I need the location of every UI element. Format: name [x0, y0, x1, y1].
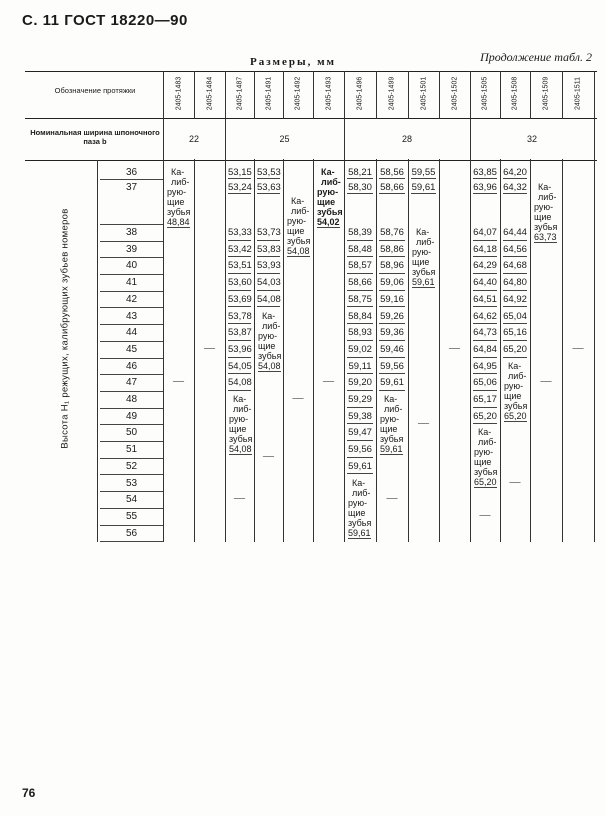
cell-value: 59,61 — [347, 460, 373, 475]
cell-value: 59,46 — [379, 343, 405, 358]
cell-value: 53,93 — [257, 259, 280, 274]
sizes-caption: Размеры, мм — [250, 56, 337, 68]
column-code: 2405-1496 — [356, 76, 364, 111]
calib-label-line: Ка- — [384, 394, 398, 404]
cell-value: 59,61 — [379, 376, 405, 391]
calib-label-line: Ка- — [291, 195, 305, 206]
empty-dash: — — [204, 341, 215, 354]
calib-label-line: зубья — [167, 207, 191, 217]
calib-label-line: щие — [412, 257, 430, 267]
cell-value: 64,20 — [503, 167, 527, 178]
row-number: 44 — [100, 325, 163, 342]
table-continuation: Продолжение табл. 2 — [480, 50, 592, 64]
cell-value: 59,29 — [347, 393, 373, 408]
cell-value: 65,20 — [503, 343, 527, 358]
row-number: 52 — [100, 459, 163, 476]
cell-value: 59,47 — [347, 426, 373, 441]
calib-label-line: зубья — [287, 235, 311, 246]
empty-dash: — — [263, 450, 274, 463]
cell-value: 64,68 — [503, 259, 527, 274]
cell-value: 64,84 — [473, 343, 497, 358]
calib-label-line: рую- — [317, 187, 339, 197]
cell-value: 58,76 — [379, 226, 405, 241]
cell-value: 58,75 — [347, 293, 373, 308]
calib-value: 65,20 — [474, 477, 497, 488]
cell-value: 59,55 — [411, 167, 436, 178]
column-code: 2405-1487 — [236, 76, 243, 111]
cell-value: 59,11 — [347, 360, 373, 375]
cell-value: 58,93 — [347, 326, 373, 341]
cell-value: 53,78 — [228, 310, 251, 325]
calib-label-line: щие — [229, 424, 247, 434]
row-number: 42 — [100, 292, 163, 309]
calib-label-line: зубья — [504, 400, 528, 411]
calibrating-teeth-block — [344, 478, 376, 539]
row-number: 55 — [100, 509, 163, 526]
cell-value: 58,86 — [379, 243, 405, 258]
cell-value: 53,33 — [228, 226, 251, 241]
calib-label-line: либ- — [352, 487, 371, 498]
cell-value: 53,69 — [228, 293, 251, 308]
calibrating-teeth-block — [225, 394, 254, 455]
cell-value: 64,62 — [473, 310, 497, 325]
calib-value: 59,61 — [348, 527, 371, 538]
cell-value: 58,57 — [347, 259, 373, 274]
cell-value: 58,48 — [347, 243, 373, 258]
calibrating-teeth-block — [254, 311, 283, 372]
calib-label-line: Ка- — [416, 227, 430, 237]
calibrating-teeth-block — [470, 427, 500, 488]
row-number: 39 — [100, 242, 163, 259]
row-number: 41 — [100, 275, 163, 292]
calib-label-line: либ- — [416, 237, 435, 247]
calib-label-line: зубья — [348, 517, 372, 528]
calib-label-line: щие — [287, 225, 305, 236]
empty-dash: — — [234, 492, 245, 505]
designation-label: Обозначение протяжки — [54, 86, 136, 95]
calib-label-line: Ка- — [352, 477, 366, 488]
calib-label-line: щие — [317, 197, 336, 207]
height-label: Высота H₁ режущих, калибрующих зубьев номеров — [59, 208, 71, 449]
empty-dash: — — [418, 417, 429, 430]
page-title: С. 11 ГОСТ 18220—90 — [22, 12, 188, 29]
cell-value: 53,42 — [228, 243, 251, 258]
row-number: 48 — [100, 392, 163, 409]
calib-value: 54,08 — [258, 360, 281, 371]
column-code: 2405-1493 — [325, 76, 332, 111]
calibrating-teeth-block — [313, 167, 344, 228]
empty-dash: — — [173, 375, 184, 388]
column-code: 2405-1483 — [175, 76, 182, 111]
empty-dash: — — [292, 392, 304, 404]
calib-label-line: щие — [534, 212, 552, 222]
cell-value: 53,53 — [257, 167, 281, 178]
calibrating-teeth-block — [500, 361, 530, 422]
cell-value: 59,61 — [411, 182, 436, 193]
calib-label-line: рую- — [380, 414, 400, 424]
header-bottom-rule — [25, 160, 597, 161]
cell-value: 53,87 — [228, 326, 251, 341]
row-number-divider — [97, 160, 98, 542]
row-number: 43 — [100, 309, 163, 326]
cell-value: 59,56 — [379, 360, 405, 375]
calib-label-line: Ка- — [478, 427, 492, 438]
calib-label-line: рую- — [229, 414, 249, 424]
calibrating-teeth-block — [283, 196, 313, 257]
cell-value: 64,29 — [473, 259, 497, 274]
cell-value: 59,16 — [379, 293, 405, 308]
calib-value: 59,61 — [380, 444, 403, 454]
cell-value: 58,56 — [380, 167, 404, 178]
calib-label-line: рую- — [287, 215, 307, 226]
calibrating-teeth-block — [163, 167, 194, 228]
calib-label-line: Ка- — [321, 167, 335, 177]
calib-label-line: щие — [380, 424, 398, 434]
calib-label-line: зубья — [229, 434, 253, 444]
cell-value: 53,24 — [228, 182, 252, 193]
cell-value: 64,95 — [473, 360, 497, 375]
cell-value: 64,73 — [473, 326, 497, 341]
calib-label-line: Ка- — [538, 182, 552, 192]
calib-label-line: либ- — [384, 404, 403, 414]
column-code: 2405-1508 — [511, 76, 519, 111]
calib-label-line: рую- — [412, 247, 432, 257]
calib-label-line: либ- — [538, 192, 557, 202]
cell-value: 65,17 — [473, 393, 497, 408]
cell-value: 64,07 — [473, 226, 497, 241]
row-number: 50 — [100, 425, 163, 442]
cell-value: 54,05 — [228, 360, 251, 375]
cell-value: 53,15 — [228, 167, 252, 178]
cell-value: 64,44 — [503, 226, 527, 241]
calib-label-line: щие — [167, 197, 185, 207]
calib-label-line: зубья — [534, 222, 558, 232]
column-code: 2405-1505 — [481, 76, 489, 111]
cell-value: 59,20 — [347, 376, 373, 391]
width-group-value: 32 — [526, 134, 537, 144]
cell-value: 65,16 — [503, 326, 527, 341]
page-number: 76 — [22, 786, 36, 800]
cell-value: 58,66 — [380, 182, 404, 193]
calib-label-line: рую- — [504, 380, 524, 391]
cell-value: 64,92 — [503, 293, 527, 308]
empty-dash: — — [540, 375, 552, 388]
cell-value: 65,06 — [473, 376, 497, 391]
row-number: 45 — [100, 342, 163, 359]
calib-label-line: рую- — [474, 447, 494, 458]
calib-label-line: щие — [504, 390, 522, 401]
cell-value: 59,26 — [379, 310, 405, 325]
empty-dash: — — [323, 375, 334, 388]
calib-value: 59,61 — [412, 277, 435, 287]
cell-value: 63,85 — [473, 167, 497, 178]
column-code: 2405-1491 — [265, 76, 272, 111]
calib-value: 54,08 — [287, 245, 310, 256]
cell-value: 58,39 — [347, 226, 373, 241]
width-label: Номинальная ширина шпоночного паза b — [30, 128, 160, 146]
row-number: 40 — [100, 258, 163, 275]
cell-value: 64,51 — [473, 293, 497, 308]
cell-value: 64,18 — [473, 243, 497, 258]
cell-value: 58,66 — [347, 276, 373, 291]
cell-value: 58,96 — [379, 259, 405, 274]
row-number: 47 — [100, 375, 163, 392]
calib-label-line: зубья — [380, 434, 404, 444]
empty-dash: — — [479, 508, 491, 521]
cell-value: 53,96 — [228, 343, 251, 358]
cell-value: 54,08 — [257, 293, 280, 308]
row-number: 37 — [100, 180, 163, 225]
empty-dash: — — [572, 341, 584, 354]
row-number: 38 — [100, 225, 163, 242]
cell-value: 64,80 — [503, 276, 527, 291]
cell-value: 64,56 — [503, 243, 527, 258]
cell-value: 64,40 — [473, 276, 497, 291]
width-group-value: 25 — [279, 134, 290, 144]
cell-value: 53,83 — [257, 243, 280, 258]
calib-label-line: щие — [474, 457, 492, 468]
cell-value: 65,20 — [473, 410, 497, 425]
cell-value: 58,21 — [348, 167, 372, 178]
cell-value: 59,02 — [347, 343, 373, 358]
empty-dash: — — [509, 475, 521, 488]
calib-value: 65,20 — [504, 410, 527, 421]
empty-dash: — — [386, 492, 398, 505]
cell-value: 59,56 — [347, 443, 373, 458]
calib-label-line: зубья — [474, 467, 498, 478]
cell-value: 53,73 — [257, 226, 280, 241]
calibrating-teeth-block — [530, 182, 562, 243]
calib-label-line: Ка- — [171, 167, 185, 177]
row-number: 36 — [100, 165, 163, 180]
cell-value: 59,36 — [379, 326, 405, 341]
calib-value: 54,08 — [229, 444, 252, 454]
row-number: 53 — [100, 476, 163, 493]
column-code: 2405-1501 — [420, 76, 427, 111]
calib-label-line: зубья — [317, 207, 343, 217]
calib-label-line: щие — [258, 340, 276, 351]
calibrating-teeth-block — [376, 394, 408, 455]
calib-label-line: рую- — [167, 187, 187, 197]
calib-label-line: рую- — [258, 330, 278, 341]
calibrating-teeth-block — [408, 227, 439, 288]
column-code: 2405-1484 — [206, 76, 213, 111]
calib-label-line: щие — [348, 507, 366, 518]
calib-label-line: зубья — [258, 350, 282, 361]
cell-value: 65,04 — [503, 310, 527, 325]
row-number: 54 — [100, 492, 163, 509]
calib-label-line: либ- — [262, 320, 281, 331]
calib-value: 48,84 — [167, 217, 190, 227]
width-group-value: 22 — [188, 134, 199, 144]
cell-value: 53,63 — [257, 182, 281, 193]
column-code: 2405-1511 — [574, 77, 582, 110]
column-code: 2405-1502 — [451, 76, 458, 111]
calib-label-line: либ- — [233, 404, 252, 414]
cell-value: 64,32 — [503, 182, 527, 193]
row-number: 49 — [100, 409, 163, 426]
column-divider — [594, 71, 595, 542]
cell-value: 54,08 — [228, 376, 251, 391]
cell-value: 53,60 — [228, 276, 251, 291]
row-number: 56 — [100, 526, 163, 543]
calib-label-line: либ- — [171, 177, 190, 187]
column-code: 2405-1492 — [294, 76, 302, 111]
calib-label-line: Ка- — [508, 360, 522, 371]
calib-label-line: либ- — [508, 370, 527, 381]
calib-label-line: зубья — [412, 267, 436, 277]
calib-label-line: либ- — [478, 437, 497, 448]
calib-label-line: либ- — [321, 177, 341, 187]
calib-label-line: либ- — [291, 205, 310, 216]
cell-value: 54,03 — [257, 276, 280, 291]
calib-label-line: Ка- — [262, 310, 276, 321]
empty-dash: — — [449, 341, 460, 354]
width-group-value: 28 — [401, 134, 412, 144]
row-number: 46 — [100, 359, 163, 376]
cell-value: 53,51 — [228, 259, 251, 274]
cell-value: 58,84 — [347, 310, 373, 325]
cell-value: 63,96 — [473, 182, 497, 193]
column-code: 2405-1509 — [542, 76, 550, 111]
cell-value: 58,30 — [348, 182, 372, 193]
cell-value: 59,06 — [379, 276, 405, 291]
calib-label-line: рую- — [348, 497, 368, 508]
cell-value: 59,38 — [347, 410, 373, 425]
calib-label-line: рую- — [534, 202, 554, 212]
column-code: 2405-1499 — [388, 76, 396, 111]
row-number: 51 — [100, 442, 163, 459]
calib-label-line: Ка- — [233, 394, 247, 404]
calib-value: 63,73 — [534, 232, 557, 242]
calib-value: 54,02 — [317, 217, 340, 227]
